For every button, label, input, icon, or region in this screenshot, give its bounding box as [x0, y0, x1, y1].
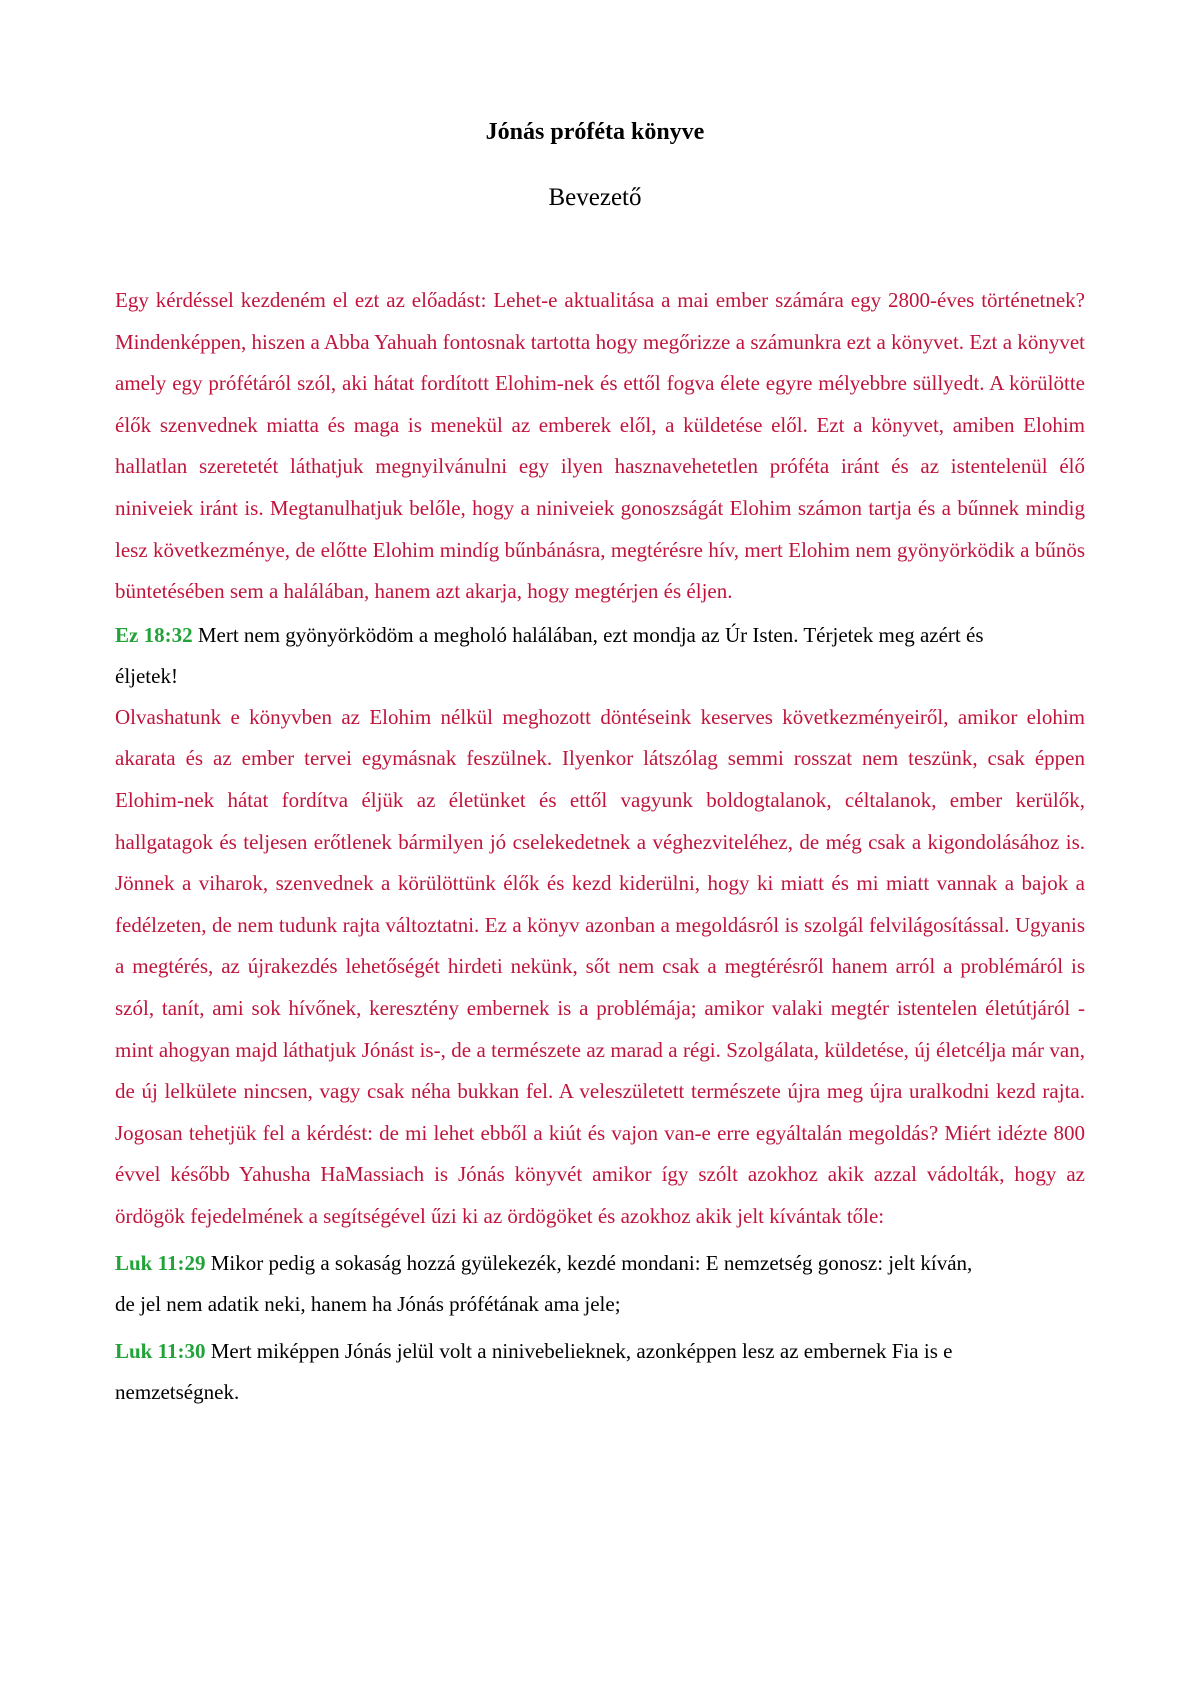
verse-reference: Ez 18:32: [115, 622, 193, 647]
verse-reference: Luk 11:30: [115, 1339, 206, 1364]
page-subtitle: Bevezető: [548, 184, 642, 211]
verse-reference: Luk 11:29: [115, 1251, 206, 1276]
main-paragraph: Olvashatunk e könyvben az Elohim nélkül meghozott döntéseink keserves következményeiről, amikor elohim akarata és az ember tervei egymásnak feszülnek. Ilyenkor látszólag semmi rosszat nem teszünk, csak éppen Elohim-nek hátat fordítva éljük az életünket és ettől vagyunk boldogtalanok, céltalanok, ember kerülők, hallgatagok és teljesen erőtlenek bármilyen jó cselekedetnek a véghezviteléhez, de még csak a kigondolásához is. Jönnek a viharok, szenvednek a körülöttünk élők és kezd kiderülni, hogy ki miatt és mi miatt vannak a bajok a fedélzeten, de nem tudunk rajta változtatni. Ez a könyv azonban a megoldásról is szolgál felvilágosítással. Ugyanis a megtérés, az újrakezdés lehetőségét hirdeti nekünk, sőt nem csak a megtérésről hanem arról a problémáról is szól, tanít, ami sok hívőnek, keresztény embernek is a problémája; amikor valaki megtér istentelen életútjáról -mint ahogyan majd láthatjuk Jónást is-, de a természete az marad a régi. Szolgálata, küldetése, új életcélja már van, de új lelkülete nincsen, vagy csak néha bukkan fel. A veleszületett természete újra meg újra uralkodni kezd rajta. Jogosan tehetjük fel a kérdést: de mi lehet ebből a kiút és vajon van-e erre egyáltalán megoldás? Miért idézte 800 évvel később Yahusha HaMassiach is Jónás könyvét amikor így szólt azokhoz akik azzal vádolták, hogy az ördögök fejedelmének a segítségével űzi ki az ördögöket és azokhoz akik jelt kívántak tőle:: [115, 704, 1085, 1228]
verse-luk-11-29: [115, 1243, 985, 1325]
page-title: Jónás próféta könyve: [485, 119, 705, 145]
verse-text: Mert nem gyönyörködöm a megholó halálában, ezt mondja az Úr Isten. Térjetek meg azért és éljetek!: [115, 622, 984, 688]
document-body: [115, 280, 1085, 1413]
verse-text: Mert miképpen Jónás jelül volt a ninivebelieknek, azonképpen lesz az embernek Fia is e nemzetségnek.: [115, 1339, 953, 1405]
verse-text: Mikor pedig a sokaság hozzá gyülekezék, kezdé mondani: E nemzetség gonosz: jelt kíván, de jel nem adatik neki, hanem ha Jónás prófétának ama jele;: [115, 1251, 973, 1317]
intro-paragraph: Egy kérdéssel kezdeném el ezt az előadást: Lehet-e aktualitása a mai ember számára egy 2800-éves történetnek? Mindenképpen, hiszen a Abba Yahuah fontosnak tartotta hogy megőrizze a számunkra ezt a könyvet. Ezt a könyvet amely egy prófétáról szól, aki hátat fordított Elohim-nek és ettől fogva élete egyre mélyebbre süllyedt. A körülötte élők szenvednek miatta és maga is menekül az emberek elől, a küldetése elől. Ezt a könyvet, amiben Elohim hallatlan szeretetét láthatjuk megnyilvánulni egy ilyen hasznavehetetlen próféta iránt és az istentelenül élő niniveiek iránt is. Megtanulhatjuk belőle, hogy a niniveiek gonoszságát Elohim számon tartja és a bűnnek mindig lesz következménye, de előtte Elohim mindíg bűnbánásra, megtérésre hív, mert Elohim nem gyönyörködik a bűnös büntetésében sem a halálában, hanem azt akarja, hogy megtérjen és éljen.: [115, 288, 1085, 604]
verse-ez-18-32: [115, 615, 985, 697]
verse-luk-11-30: [115, 1331, 1025, 1413]
